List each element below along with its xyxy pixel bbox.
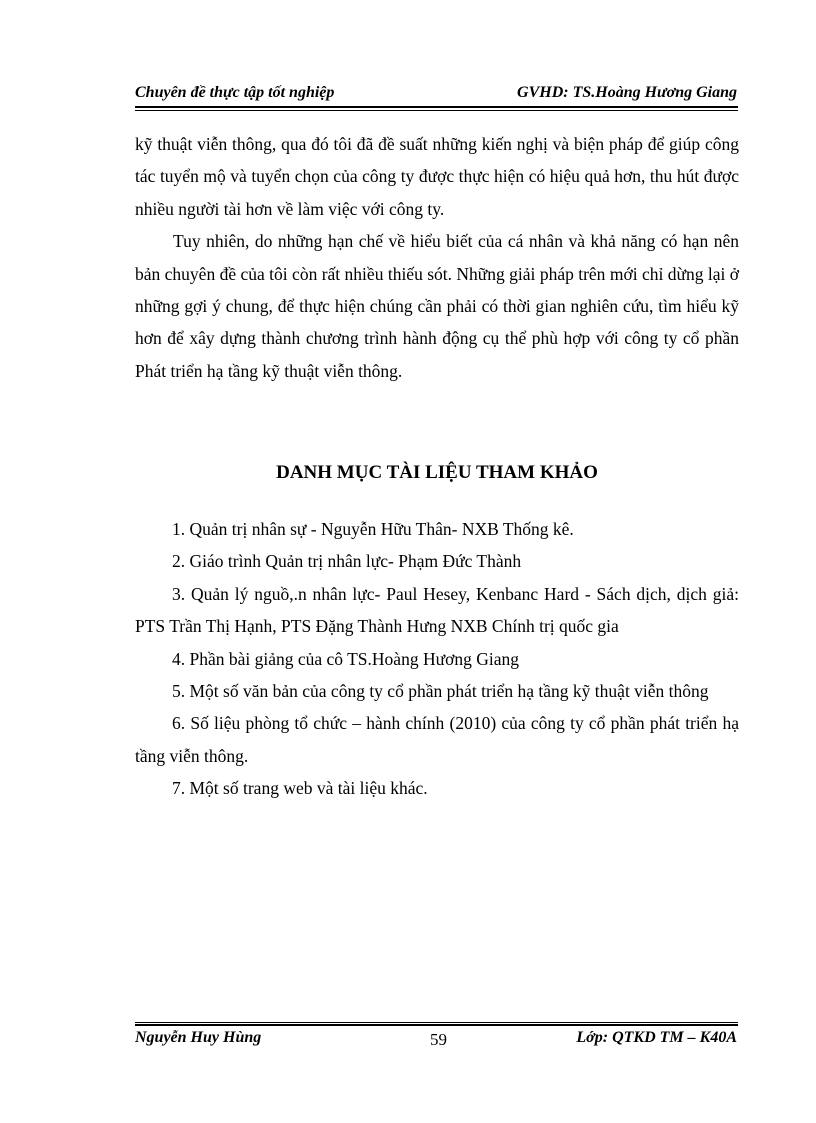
reference-item-1: 1. Quản trị nhân sự - Nguyễn Hữu Thân- NXB Thống kê. <box>172 519 574 539</box>
page-number: 59 <box>430 1030 447 1049</box>
header-document-title: Chuyên đề thực tập tốt nghiệp <box>135 84 335 101</box>
page-footer <box>135 1029 737 1051</box>
header-supervisor: GVHD: TS.Hoàng Hương Giang <box>517 84 737 101</box>
reference-item-2: 2. Giáo trình Quản trị nhân lực- Phạm Đức Thành <box>172 551 522 572</box>
footer-class: Lớp: QTKD TM – K40A <box>576 1029 737 1046</box>
footer-rule-thin <box>135 1022 738 1023</box>
reference-item-7: 7. Một số trang web và tài liệu khác. <box>172 778 428 799</box>
reference-item-3: 3. Quản lý nguồ,.n nhân lực- Paul Hesey, Kenbanc Hard - Sách dịch, dịch giả: PTS Trần Thị Hạnh, PTS Đặng Thành Hưng NXB Chính trị quốc gia <box>135 583 739 637</box>
body-paragraph-2: Tuy nhiên, do những hạn chế về hiểu biết của cá nhân và khả năng có hạn nên bản chuyên đề của tôi còn rất nhiều thiếu sót. Những giải pháp trên mới chỉ dừng lại ở những gợi ý chung, để thực hiện chúng cần phải có thời gian nghiên cứu, tìm hiểu kỹ hơn để xây dựng thành chương trình hành động cụ thể phù hợp với công ty cổ phần Phát triển hạ tầng kỹ thuật viễn thông. <box>135 231 739 381</box>
body-paragraph-1: kỹ thuật viễn thông, qua đó tôi đã đề suất những kiến nghị và biện pháp để giúp công tác tuyển mộ và tuyển chọn của công ty được thực hiện có hiệu quả hơn, thu hút được nhiều người tài hơn về làm việc với công ty. <box>135 134 739 219</box>
references-list <box>135 513 739 805</box>
reference-item-6: 6. Số liệu phòng tổ chức – hành chính (2010) của công ty cổ phần phát triển hạ tầng viễn thông. <box>135 713 739 766</box>
footer-author: Nguyễn Huy Hùng <box>135 1029 262 1046</box>
reference-item-4: 4. Phần bài giảng của cô TS.Hoàng Hương Giang <box>172 648 519 669</box>
header-rule-thick <box>135 106 738 108</box>
header-rule-thin <box>135 110 738 111</box>
body-text <box>135 128 739 387</box>
references-title: DANH MỤC TÀI LIỆU THAM KHẢO <box>276 462 598 483</box>
reference-item-5: 5. Một số văn bản của công ty cổ phần phát triển hạ tầng kỹ thuật viễn thông <box>172 681 709 702</box>
page-header <box>135 84 737 106</box>
footer-rule-thick <box>135 1024 738 1026</box>
